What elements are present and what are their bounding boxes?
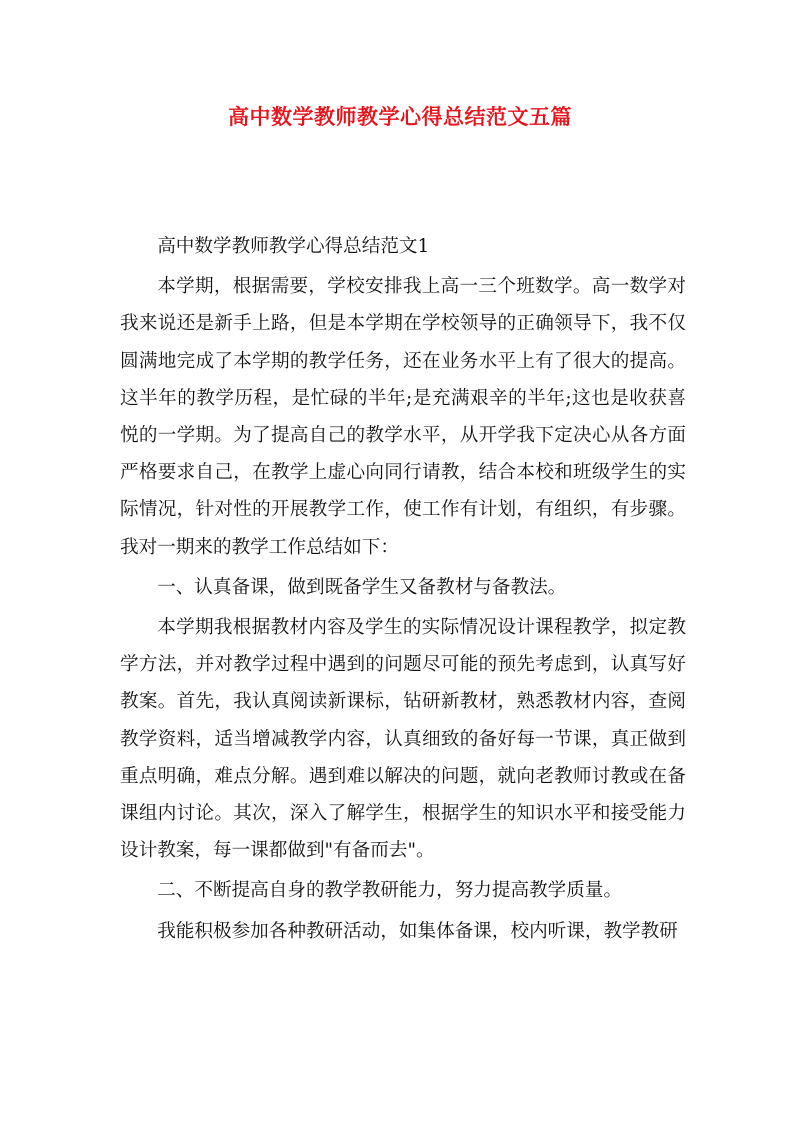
- section-heading: 一、认真备课，做到既备学生又备教材与备教法。: [157, 576, 567, 598]
- section-heading: 高中数学教师教学心得总结范文1: [157, 236, 430, 257]
- paragraph: 本学期，根据需要，学校安排我上高一三个班数学。高一数学对我来说还是新手上路，但是本学期在学校领导的正确领导下，我不仅圆满地完成了本学期的教学任务，还在业务水平上有了很大的提高。这半年的教学历程，是忙碌的半年;是充满艰辛的半年;这也是收获喜悦的一学期。为了提高自己的教学水平，从开学我下定决心从各方面严格要求自己，在教学上虚心向同行请教，结合本校和班级学生的实际情况，针对性的开展教学工作，使工作有计划，有组织，有步骤。我对一期来的教学工作总结如下：: [120, 276, 686, 558]
- document-title: 高中数学教师教学心得总结范文五篇: [228, 104, 572, 129]
- section-heading: 二、不断提高自身的教学教研能力，努力提高教学质量。: [157, 880, 623, 902]
- paragraph: 本学期我根据教材内容及学生的实际情况设计课程教学，拟定教学方法，并对教学过程中遇到的问题尽可能的预先考虑到，认真写好教案。首先，我认真阅读新课标，钻研新教材，熟悉教材内容，查阅教学资料，适当增减教学内容，认真细致的备好每一节课，真正做到重点明确，难点分解。遇到难以解决的问题，就向老教师讨教或在备课组内讨论。其次，深入了解学生，根据学生的知识水平和接受能力设计教案，每一课都做到"有备而去"。: [120, 617, 686, 862]
- paragraph: 我能积极参加各种教研活动，如集体备课，校内听课，教学教研: [157, 920, 678, 942]
- document-body: [120, 228, 686, 950]
